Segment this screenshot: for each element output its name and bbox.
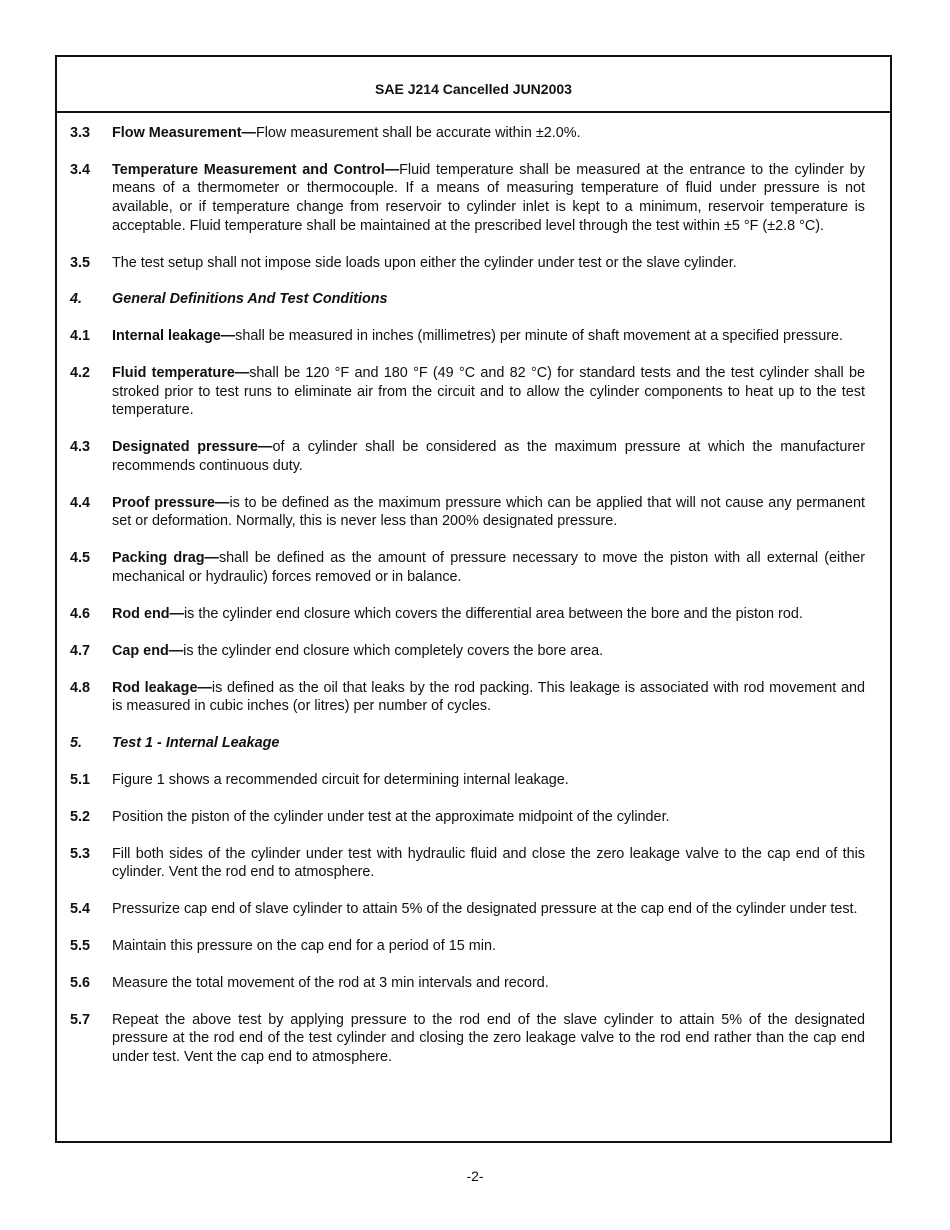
paragraph-number: 5.1 xyxy=(70,771,91,788)
section-title: General Definitions And Test Conditions xyxy=(112,291,388,308)
paragraph-number: 5.6 xyxy=(70,974,91,991)
paragraph-number: 4.7 xyxy=(70,642,91,659)
page-number: -2- xyxy=(466,1168,484,1184)
paragraph-4-4 xyxy=(70,494,865,531)
paragraph-5-6 xyxy=(70,974,865,993)
paragraph-5-7 xyxy=(70,1011,865,1067)
paragraph-text: Maintain this pressure on the cap end for a period of 15 min. xyxy=(112,938,496,955)
paragraph-text: Repeat the above test by applying pressure to the rod end of the slave cylinder to attain 5% of the designated pressure at the rod end of the test cylinder and closing the zero leakage valve to the rod end rather than the cap end under test. Vent the cap end to atmosphere. xyxy=(112,1011,865,1066)
paragraph-text: shall be 120 °F and 180 °F (49 °C and 82 °C) for standard tests and the test cylinder shall be stroked prior to test runs to eliminate air from the circuit and to allow the cylinder components to heat up to the test temperature. xyxy=(112,365,865,419)
section-title: Test 1 - Internal Leakage xyxy=(112,735,280,752)
section-number: 4. xyxy=(70,291,83,308)
paragraph-term: Packing drag— xyxy=(112,550,219,567)
paragraph-text: Fill both sides of the cylinder under test with hydraulic fluid and close the zero leakage valve to the cap end of this cylinder. Vent the rod end to atmosphere. xyxy=(112,845,865,881)
paragraph-number: 5.2 xyxy=(70,808,91,825)
paragraph-text: The test setup shall not impose side loads upon either the cylinder under test or the slave cylinder. xyxy=(112,254,737,271)
section-heading-5 xyxy=(70,734,865,753)
paragraph-4-8 xyxy=(70,679,865,716)
paragraph-5-3 xyxy=(70,845,865,882)
paragraph-text: Pressurize cap end of slave cylinder to attain 5% of the designated pressure at the cap end of the cylinder under test. xyxy=(112,901,858,918)
paragraph-text: Flow measurement shall be accurate within ±2.0%. xyxy=(255,125,581,141)
paragraph-5-5 xyxy=(70,937,865,956)
paragraph-3-5 xyxy=(70,254,865,273)
paragraph-text: Fluid temperature shall be measured at the entrance to the cylinder by means of a thermometer or thermocouple. If a means of measuring temperature of fluid under pressure is not available, or if temperature change from reservoir to cylinder inlet is kept to a minimum, reservoir temperature is acceptable. Fluid temperature shall be maintained at the prescribed level through the test within ±5 °F (±2.8 °C). xyxy=(112,161,865,234)
paragraph-number: 5.4 xyxy=(70,901,91,918)
paragraph-term: Internal leakage— xyxy=(112,328,236,345)
paragraph-number: 4.8 xyxy=(70,679,91,696)
paragraph-number: 5.5 xyxy=(70,938,91,955)
paragraph-4-1 xyxy=(70,327,865,346)
paragraph-number: 4.1 xyxy=(70,328,91,345)
paragraph-number: 3.4 xyxy=(70,161,91,178)
paragraph-3-4 xyxy=(70,161,865,235)
paragraph-4-5 xyxy=(70,549,865,586)
paragraph-term: Designated pressure— xyxy=(112,439,273,456)
paragraph-text: is defined as the oil that leaks by the rod packing. This leakage is associated with rod movement and is measured in cubic inches (or litres) per number of cycles. xyxy=(112,679,865,715)
paragraph-4-2 xyxy=(70,364,865,420)
paragraph-number: 4.3 xyxy=(70,439,91,456)
paragraph-5-1 xyxy=(70,771,865,790)
paragraph-text: Measure the total movement of the rod at 3 min intervals and record. xyxy=(112,974,549,991)
paragraph-5-4 xyxy=(70,900,865,919)
paragraph-3-3 xyxy=(70,124,865,143)
document-body xyxy=(57,113,890,1067)
paragraph-text: Figure 1 shows a recommended circuit for determining internal leakage. xyxy=(112,771,569,788)
paragraph-term: Proof pressure— xyxy=(112,494,230,511)
paragraph-text: is the cylinder end closure which covers the differential area between the bore and the piston rod. xyxy=(183,605,803,622)
paragraph-number: 4.4 xyxy=(70,494,91,511)
paragraph-text: of a cylinder shall be considered as the maximum pressure at which the manufacturer recommends continuous duty. xyxy=(112,439,865,474)
paragraph-number: 4.2 xyxy=(70,365,91,382)
document-header xyxy=(57,57,890,113)
paragraph-4-3 xyxy=(70,438,865,475)
paragraph-term: Rod end— xyxy=(112,605,184,622)
paragraph-number: 4.5 xyxy=(70,550,91,567)
paragraph-4-7 xyxy=(70,642,865,661)
document-title: SAE J214 Cancelled JUN2003 xyxy=(375,81,572,97)
paragraph-5-2 xyxy=(70,808,865,827)
paragraph-4-6 xyxy=(70,605,865,624)
paragraph-text: shall be defined as the amount of pressure necessary to move the piston with all external (either mechanical or hydraulic) forces removed or in balance. xyxy=(112,550,866,585)
paragraph-number: 3.5 xyxy=(70,254,91,271)
paragraph-term: Flow Measurement— xyxy=(112,125,256,141)
paragraph-term: Rod leakage— xyxy=(112,679,212,696)
section-number: 5. xyxy=(70,735,83,752)
paragraph-number: 5.3 xyxy=(70,845,91,862)
paragraph-number: 3.3 xyxy=(70,125,91,141)
paragraph-text: is the cylinder end closure which completely covers the bore area. xyxy=(183,642,604,659)
paragraph-text: Position the piston of the cylinder under test at the approximate midpoint of the cylinder. xyxy=(112,808,670,825)
paragraph-term: Temperature Measurement and Control— xyxy=(112,161,400,178)
document-frame xyxy=(55,55,892,1143)
paragraph-number: 4.6 xyxy=(70,605,91,622)
paragraph-text: shall be measured in inches (millimetres) per minute of shaft movement at a specified pressure. xyxy=(235,328,844,345)
paragraph-term: Cap end— xyxy=(112,642,184,659)
paragraph-term: Fluid temperature— xyxy=(112,365,250,382)
paragraph-number: 5.7 xyxy=(70,1011,91,1028)
paragraph-text: is to be defined as the maximum pressure which can be applied that will not cause any permanent set or deformation. Normally, this is never less than 200% designated pressure. xyxy=(112,494,865,530)
section-heading-4 xyxy=(70,290,865,309)
